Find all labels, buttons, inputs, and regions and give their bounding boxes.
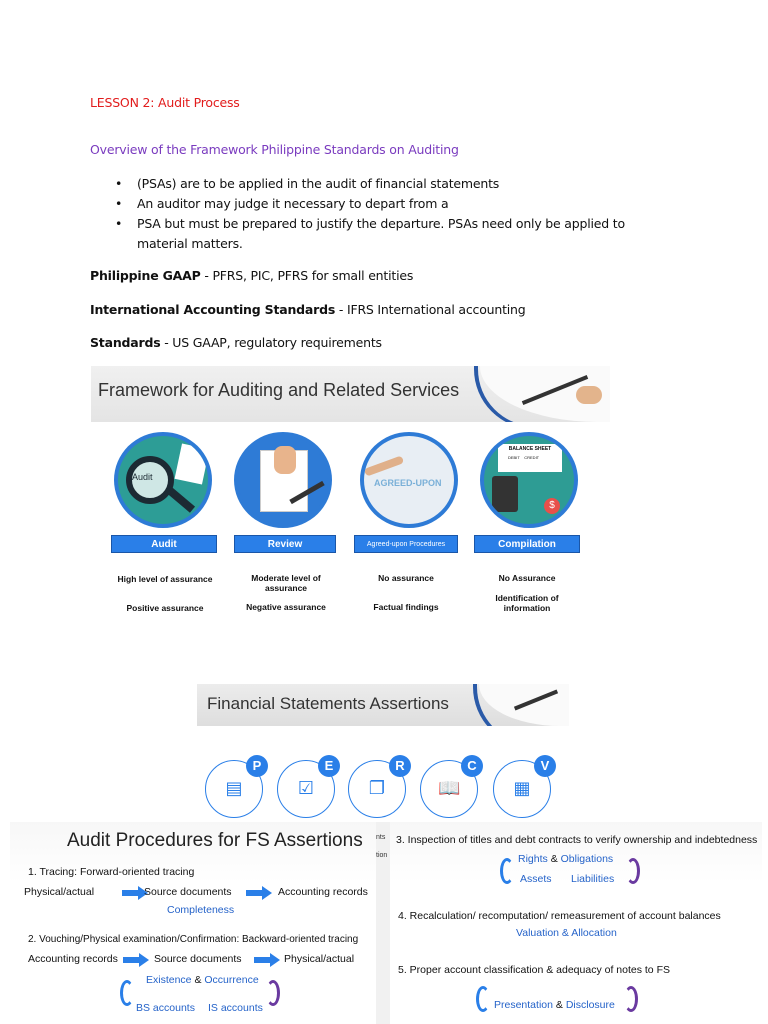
- flow-step: Physical/actual: [284, 953, 355, 965]
- standards-label: Standards: [90, 335, 161, 350]
- curved-arrow-icon: [120, 980, 134, 1006]
- magnifier-label: Audit: [132, 472, 153, 482]
- recalc-assertion: Valuation & Allocation: [516, 927, 617, 939]
- tracing-heading: 1. Tracing: Forward-oriented tracing: [28, 866, 195, 878]
- assertion-letter: V: [534, 755, 556, 777]
- book-icon: 📖: [438, 778, 461, 799]
- standards-label: Philippine GAAP: [90, 268, 201, 283]
- standards-line: [90, 335, 382, 350]
- bullet-item: • An auditor may judge it necessary to depart from a: [115, 194, 655, 214]
- bullet-list: [115, 174, 655, 254]
- assertion-circle: [205, 760, 263, 818]
- standards-line: [90, 302, 526, 317]
- recalc-heading: 4. Recalculation/ recomputation/ remeasurement of account balances: [398, 910, 721, 922]
- liabilities-label: Liabilities: [571, 873, 615, 885]
- debit-label: DEBIT: [508, 455, 520, 460]
- service-label: Agreed-upon Procedures: [354, 535, 458, 553]
- standards-text: - IFRS International accounting: [335, 302, 526, 317]
- assertion-letter: E: [318, 755, 340, 777]
- checkbox-icon: ☑: [297, 778, 315, 799]
- service-label: Review: [234, 535, 336, 553]
- debit-credit-labels: [508, 455, 562, 460]
- assertion-letter: C: [461, 755, 483, 777]
- balance-sheet-icon: [498, 444, 562, 472]
- assertion-circle: [348, 760, 406, 818]
- notepad-icon: ▤: [225, 778, 243, 799]
- flow-step: Accounting records: [278, 886, 368, 898]
- assurance-level: No assurance: [378, 573, 434, 583]
- lesson-title: LESSON 2: Audit Process: [90, 95, 240, 110]
- bullet-item: • (PSAs) are to be applied in the audit of financial statements: [115, 174, 655, 194]
- service-label: Compilation: [474, 535, 580, 553]
- audit-procedures-panel: [10, 822, 762, 1024]
- existence-label: Existence: [146, 974, 192, 986]
- assertion-circle: [420, 760, 478, 818]
- assurance-outcome: Factual findings: [373, 602, 439, 612]
- assurance-outcome: Positive assurance: [126, 603, 204, 613]
- standards-text: - US GAAP, regulatory requirements: [160, 335, 382, 350]
- is-accounts-label: IS accounts: [208, 1002, 263, 1014]
- flow-step: Source documents: [144, 886, 232, 898]
- assurance-level: High level of assurance: [117, 574, 213, 584]
- hand-icon: [364, 455, 404, 476]
- assertions-banner: [197, 684, 569, 726]
- assertion-circle: [493, 760, 551, 818]
- standards-text: - PFRS, PIC, PFRS for small entities: [200, 268, 414, 283]
- occurrence-label: Occurrence: [204, 974, 259, 986]
- ampersand: &: [194, 974, 202, 986]
- curved-arrow-icon: [500, 858, 514, 884]
- overview-heading: Overview of the Framework Philippine Standards on Auditing: [90, 142, 459, 157]
- hand-icon: [576, 386, 602, 404]
- balance-sheet-title: BALANCE SHEET: [508, 446, 552, 452]
- calculator-icon: ▦: [513, 778, 531, 799]
- vouching-assertion-line: [146, 974, 259, 986]
- curved-arrow-icon: [626, 858, 640, 884]
- credit-label: CREDIT: [524, 455, 540, 460]
- inspection-heading: 3. Inspection of titles and debt contracts to verify ownership and indebtedness: [396, 834, 758, 846]
- standards-label: International Accounting Standards: [90, 302, 336, 317]
- compilation-image: [480, 432, 578, 528]
- assets-label: Assets: [520, 873, 552, 885]
- flow-step: Accounting records: [28, 953, 118, 965]
- disclosure-label: Disclosure: [565, 999, 615, 1011]
- magnifier-icon: [167, 487, 195, 512]
- curved-arrow-icon: [624, 986, 638, 1012]
- standards-line: [90, 268, 413, 283]
- ampersand: &: [550, 853, 558, 865]
- service-label: Audit: [111, 535, 217, 553]
- audit-image: [114, 432, 212, 528]
- cut-text: tion: [376, 852, 388, 859]
- bs-accounts-label: BS accounts: [136, 1002, 195, 1014]
- assurance-level: No Assurance: [498, 573, 556, 583]
- arrow-right-icon: [254, 953, 280, 967]
- flow-step: Source documents: [154, 953, 242, 965]
- hand-icon: [274, 446, 296, 474]
- assertion-circle: [277, 760, 335, 818]
- proper-heading: 5. Proper account classification & adequacy of notes to FS: [398, 964, 670, 976]
- curved-arrow-icon: [476, 986, 490, 1012]
- framework-banner: [91, 366, 610, 422]
- proper-assertion-line: [494, 999, 615, 1011]
- assertion-letter: P: [246, 755, 268, 777]
- assurance-level: Moderate level of assurance: [251, 573, 321, 593]
- obligations-label: Obligations: [560, 853, 614, 865]
- documents-icon: ❐: [368, 778, 386, 799]
- assertions-title: Financial Statements Assertions: [207, 694, 449, 713]
- framework-title: Framework for Auditing and Related Services: [98, 380, 460, 400]
- flow-step: Physical/actual: [24, 886, 95, 898]
- agreed-upon-image: [360, 432, 458, 528]
- review-image: [234, 432, 332, 528]
- procedures-title: Audit Procedures for FS Assertions: [67, 830, 363, 851]
- assurance-outcome: Identification of information: [495, 593, 559, 613]
- ampersand: &: [555, 999, 563, 1011]
- arrow-right-icon: [246, 886, 272, 900]
- dollar-icon: $: [544, 498, 560, 514]
- procedures-right: [390, 822, 762, 1024]
- inspection-assertion-line: [518, 853, 613, 865]
- document-icon: [175, 443, 210, 484]
- rights-label: Rights: [518, 853, 548, 865]
- arrow-right-icon: [123, 953, 149, 967]
- procedures-left: [10, 822, 376, 1024]
- assurance-outcome: Negative assurance: [246, 602, 326, 612]
- agreed-upon-text: AGREED-UPON: [374, 478, 442, 488]
- assertion-letter: R: [389, 755, 411, 777]
- vouching-heading: 2. Vouching/Physical examination/Confirmation: Backward-oriented tracing: [28, 934, 359, 945]
- bullet-item: • PSA but must be prepared to justify the departure. PSAs need only be applied to material matters.: [115, 214, 655, 254]
- calculator-icon: [492, 476, 518, 512]
- cut-text: nts: [376, 834, 386, 841]
- presentation-label: Presentation: [494, 999, 553, 1011]
- curved-arrow-icon: [266, 980, 280, 1006]
- tracing-assertion: Completeness: [167, 904, 235, 916]
